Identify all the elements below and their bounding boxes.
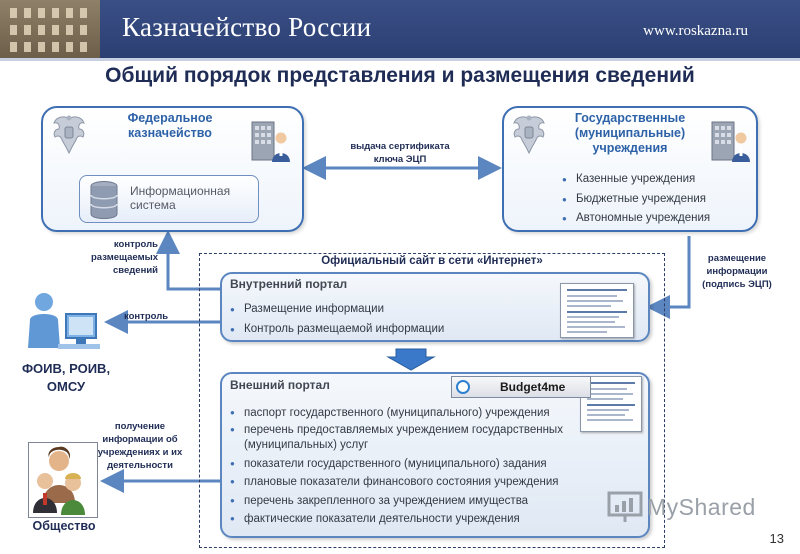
list-item: ● перечень закрепленного за учреждением имущества <box>230 492 615 510</box>
list-item: ● показатели государственного (муниципального) задания <box>230 455 615 473</box>
information-system <box>79 175 259 223</box>
placement-label: размещение информации (подпись ЭЦП) <box>702 253 772 290</box>
list-item: ● Автономные учреждения <box>562 209 710 229</box>
society-photo <box>28 442 98 518</box>
budget4me-banner[interactable] <box>451 376 591 398</box>
page-number: 13 <box>769 531 784 546</box>
federal-title: Федеральное казначейство <box>127 111 213 140</box>
site-url[interactable]: www.roskazna.ru <box>643 23 748 39</box>
budget4me-label: Budget4me <box>500 380 566 394</box>
authorities-label: ФОИВ, РОИВ, ОМСУ <box>21 361 111 394</box>
org-name: Казначейство России <box>122 12 372 42</box>
official-at-computer-icon <box>22 290 102 352</box>
database-icon <box>88 180 120 220</box>
institution-types-list <box>562 170 710 229</box>
list-item: ● плановые показатели финансового состояния учреждения <box>230 473 615 491</box>
list-item: ● фактические показатели деятельности учреждения <box>230 510 615 528</box>
list-item: ● паспорт государственного (муниципального) учреждения <box>230 404 615 422</box>
office-building-icon <box>710 118 750 164</box>
internal-portal-list <box>230 300 444 339</box>
watermark-text: MyShared <box>647 494 756 520</box>
myshared-watermark <box>605 491 765 525</box>
list-item: ● перечень предоставляемых учреждением государственных (муниципальных) услуг <box>230 422 615 455</box>
infosys-label: Информационная система <box>130 184 231 212</box>
internal-portal-title: Внутренний портал <box>230 277 348 291</box>
institutions-title: Государственные (муниципальные) учреждения <box>574 111 686 155</box>
external-portal-list <box>230 404 615 528</box>
control-label: контроль <box>124 311 169 322</box>
external-portal-title: Внешний портал <box>230 378 330 392</box>
control-published-label: контроль размещаемых сведений <box>91 239 158 276</box>
society-label: Общество <box>32 519 96 533</box>
list-item: ● Казенные учреждения <box>562 170 710 190</box>
list-item: ● Контроль размещаемой информации <box>230 320 444 340</box>
list-item: ● Бюджетные учреждения <box>562 190 710 210</box>
official-site-title: Официальный сайт в сети «Интернет» <box>321 255 543 267</box>
internal-portal-screenshot <box>560 283 634 338</box>
office-building-icon <box>250 118 290 164</box>
family-icon <box>29 443 97 517</box>
eagle-emblem-icon <box>50 113 88 155</box>
list-item: ● Размещение информации <box>230 300 444 320</box>
page-title: Общий порядок представления и размещения сведений <box>105 64 695 87</box>
receive-info-label: получение информации об учреждениях и их деятельности <box>97 421 183 471</box>
browser-icon <box>456 380 470 394</box>
eagle-emblem-icon <box>510 113 548 155</box>
certificate-label: выдача сертификата ключа ЭЦП <box>350 141 450 165</box>
presentation-icon <box>607 491 643 523</box>
